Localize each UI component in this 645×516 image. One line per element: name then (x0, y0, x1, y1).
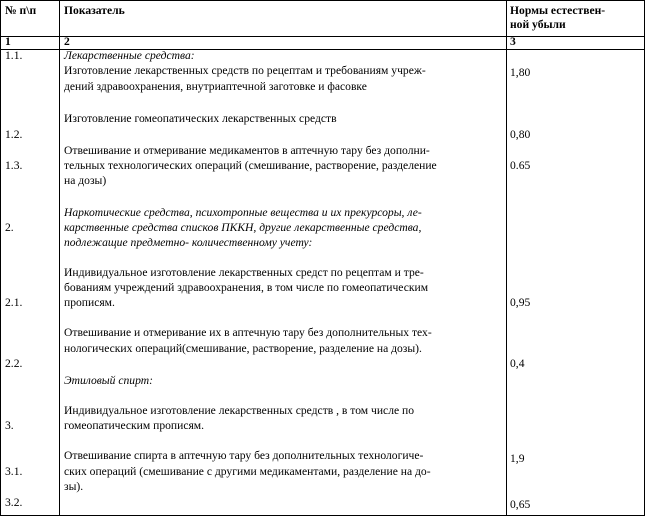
header-divider (1, 36, 644, 37)
row-num: 3.1. (5, 465, 23, 478)
section-title: карственные средства списков ПККН, другие лекарственные средства, (64, 221, 422, 234)
row-value: 0,95 (510, 296, 531, 309)
row-value: 0.65 (510, 159, 531, 172)
row-text: Отвешивание и отмеривание их в аптечную тару без дополнительных тех- (64, 326, 432, 339)
row-text: ских операций (смешивание с другими медикаментами, разделение на до- (64, 465, 431, 478)
colnum-3: 3 (510, 35, 516, 48)
row-value: 1,9 (510, 452, 525, 465)
row-num: 2. (5, 221, 14, 234)
row-num: 2.2. (5, 357, 23, 370)
row-value: 0,80 (510, 128, 531, 141)
row-text: Индивидуальное изготовление лекарственных средств , в том числе по (64, 404, 415, 417)
row-text: нологических операций(смешивание, растворение, разделение на дозы). (64, 342, 422, 355)
row-text: зы). (64, 480, 84, 493)
column-divider (506, 1, 507, 515)
row-value: 0,65 (510, 498, 531, 511)
row-num: 1.2. (5, 128, 23, 141)
header-indicator: Показатель (64, 4, 125, 17)
row-num: 1.3. (5, 159, 23, 172)
row-text: Отвешивание спирта в аптечную тару без дополнительных технологиче- (64, 449, 424, 462)
row-text: Изготовление гомеопатических лекарственных средств (64, 112, 337, 125)
row-text: дений здравоохранения, внутриаптечной заготовке и фасовке (64, 80, 367, 93)
section-title: Этиловый спирт: (64, 374, 153, 387)
row-value: 0,4 (510, 357, 525, 370)
row-value: 1,80 (510, 66, 531, 79)
row-text: бованиям учреждений здравоохранения, в том числе по гомеопатическим (64, 281, 429, 294)
section-title: подлежащие предметно- количественному учету: (64, 236, 313, 249)
row-text: тельных технологических операций (смешивание, растворение, разделение (64, 159, 437, 172)
section-title: Лекарственные средства: (64, 49, 195, 62)
row-num: 3.2. (5, 496, 23, 509)
header-norms-line1: Нормы естествен- (510, 4, 606, 17)
section-title: Наркотические средства, психотропные вещества и их прекурсоры, ле- (64, 206, 422, 219)
row-text: Изготовление лекарственных средств по рецептам и требованиям учреж- (64, 64, 426, 77)
row-num: 1.1. (5, 49, 23, 62)
header-norms-line2: ной убыли (510, 18, 566, 31)
row-num: 2.1. (5, 296, 23, 309)
row-text: на дозы) (64, 174, 107, 187)
header-num: № п\п (5, 4, 37, 17)
row-text: прописям. (64, 296, 115, 309)
colnum-2: 2 (64, 35, 70, 48)
column-divider (59, 1, 60, 515)
row-text: Индивидуальное изготовление лекарственных средст по рецептам и тре- (64, 266, 424, 279)
row-text: гомеопатическим прописям. (64, 419, 205, 432)
colnum-1: 1 (5, 35, 11, 48)
row-num: 3. (5, 419, 14, 432)
row-text: Отвешивание и отмеривание медикаментов в аптечную тару без дополни- (64, 144, 430, 157)
